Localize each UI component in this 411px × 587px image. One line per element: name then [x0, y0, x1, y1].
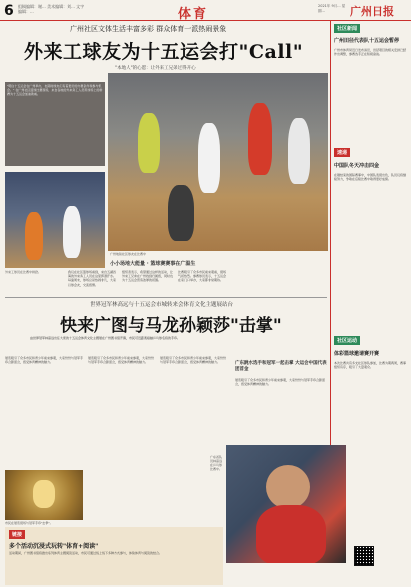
sidebar-text-3: 本次比赛共有多支社区球队参加，比赛为期两周，赛事组织有序，吸引了大量观众。 [334, 361, 407, 370]
main-headline: 外来工球友为十五运会打"Call" [24, 41, 304, 63]
qr-code [354, 546, 374, 566]
second-subhead: 广东跳水选手和冠军一起击掌 大运会中国代表团首金 [235, 361, 327, 372]
main-photo-caption: 广州地铁社区球友在比赛中 [110, 252, 147, 256]
second-body-col-2: 展览吸引了众多市民和青少年前来参观，大家纷纷与冠军手印合影留念，感受体育精神的魅力。 [88, 356, 155, 365]
handprint-photo [5, 470, 83, 520]
sidebar-headline-3: 体彩篮球邀请赛开赛 [334, 351, 380, 357]
main-byline: "本地人"的心愿：让外来工兄弟过得开心 [115, 66, 196, 71]
link-text: 活动期间，广州图书馆将推出系列体育主题阅读活动，市民可通过线上线下多种方式参与，体验体育与阅读的结合。 [9, 551, 163, 555]
pingpong-caption: 广东省队员林高远在乒乓球比赛中。 [210, 455, 223, 471]
intro-box: "明白十五运会在广州举办，也期待球友们有着更好的办赛条件和参与机会。" 在广州社区篮球比赛现场，来自各地的外来务工人员用球场上的拼搏为十五运会加油助威。 [5, 82, 105, 166]
left-basketball-photo [5, 172, 105, 268]
page-header [0, 0, 411, 21]
second-body-col-4: 展览吸引了众多市民和青少年前来参观，大家纷纷与冠军手印合影留念，感受体育精神的魅力。 [235, 378, 326, 387]
section-title: 体育 [178, 7, 209, 22]
main-subhead: 小小场地大能量 · 篮球赛赛事在广温生 [110, 261, 196, 267]
handprint-caption: 市民在展览现场与冠军手印"击掌"。 [5, 521, 53, 525]
sidebar-tag-1: 社区新闻 [334, 24, 360, 33]
second-kicker: 世界冠军林高远与十五运会市城转来会体育文化主题展站台 [90, 302, 234, 308]
left-photo-caption: 外来工球员在比赛中拼抢。 [5, 270, 42, 274]
editor-credits: 组稿编辑：谢... 美术编辑：刘... 文字编辑：... [18, 4, 85, 14]
newspaper-logo: 广州日报 [350, 5, 394, 18]
sidebar-tag-3: 社区运动 [334, 336, 360, 345]
sidebar-text-2: 在刚结束的国际赛事中，中国队表现出色，队员们将继续努力，争取在后续比赛中取得更好成绩。 [334, 173, 407, 182]
sidebar-text-1: 广州市体育局近日发布消息，田径项目的相关安排已经作出调整，参赛选手正在积极备战。 [334, 48, 407, 57]
main-kicker: 广州社区文体生活丰富多彩 群众体育一派热闹景象 [70, 25, 227, 33]
second-intro: 由世界冠军林高远出任大使的十五运会体育文化主题展在广州图书馆开幕，市民可近距离接触乒乓球名将的手印。 [30, 336, 181, 340]
body-col-2: 组织者表示，希望通过这样的活动，让外来工兄弟在广州找到归属感，同时也为十五运会营造浓厚的氛围。 [122, 270, 174, 283]
second-body-col-3: 展览吸引了众多市民和青少年前来参观，大家纷纷与冠军手印合影留念，感受体育精神的魅力。 [160, 356, 227, 365]
sidebar-headline-2: 中国队冬天冲击四金 [334, 163, 380, 169]
link-tag: 链接 [9, 530, 25, 539]
page-number: 6 [4, 3, 14, 19]
basketball-photo [108, 73, 328, 251]
body-col-1: 我们在社区篮球场看到，来自五湖四海的外来务工人员在这里挥洒汗水。每逢周末，球场总是热闹非凡，大家以球会友，交流感情。 [68, 270, 117, 287]
issue-date: 2021年 9月... 星期... [318, 4, 346, 13]
second-headline: 快来广图与马龙孙颖莎"击掌" [60, 316, 282, 336]
sidebar-tag-2: 速递 [334, 148, 350, 157]
link-box [5, 527, 223, 585]
story-divider [5, 297, 327, 298]
second-body-col-1: 展览吸引了众多市民和青少年前来参观，大家纷纷与冠军手印合影留念，感受体育精神的魅力。 [5, 356, 83, 365]
body-col-3: 比赛吸引了众多市民前来观看，现场气氛热烈。参赛球员表示，十五运会在家门口举办，大家都非常期待。 [178, 270, 226, 283]
sidebar-headline-1: 广州田径代表队十五运会暂停 [334, 38, 400, 44]
link-headline: 多个活动沉浸式玩转"体育+阅读" [9, 543, 99, 550]
pingpong-photo [226, 445, 346, 563]
